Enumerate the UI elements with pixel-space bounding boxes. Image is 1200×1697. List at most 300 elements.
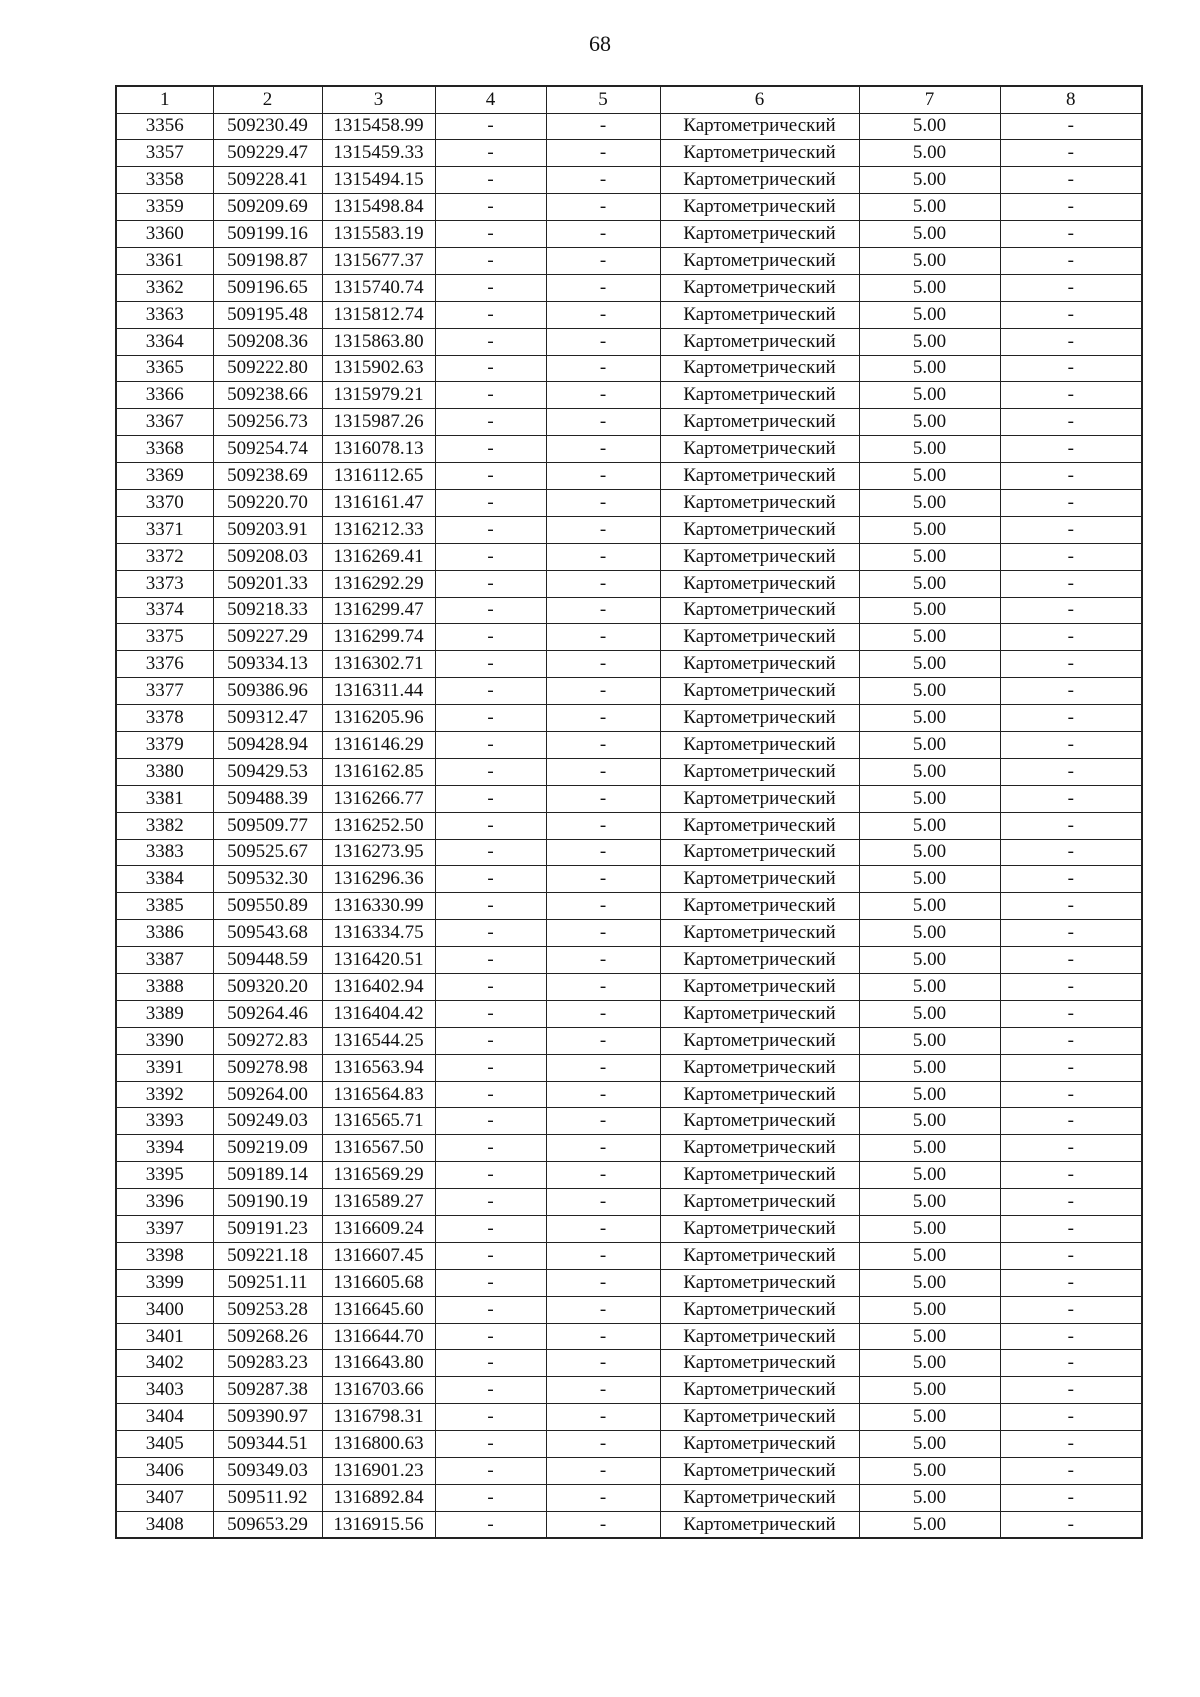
- y-coordinate-cell: 1316146.29: [322, 731, 435, 758]
- method-cell: Картометрический: [660, 1162, 859, 1189]
- accuracy-cell: 5.00: [859, 1296, 1000, 1323]
- accuracy-cell: 5.00: [859, 570, 1000, 597]
- accuracy-cell: 5.00: [859, 1511, 1000, 1538]
- y-coordinate-cell: 1315740.74: [322, 274, 435, 301]
- accuracy-cell: 5.00: [859, 1458, 1000, 1485]
- y-coordinate-cell: 1316589.27: [322, 1189, 435, 1216]
- col8-cell: -: [1000, 1108, 1142, 1135]
- col8-cell: -: [1000, 1054, 1142, 1081]
- point-number-cell: 3377: [116, 678, 213, 705]
- y-coordinate-cell: 1316563.94: [322, 1054, 435, 1081]
- col8-cell: -: [1000, 543, 1142, 570]
- point-number-cell: 3408: [116, 1511, 213, 1538]
- accuracy-cell: 5.00: [859, 221, 1000, 248]
- method-cell: Картометрический: [660, 328, 859, 355]
- col5-cell: -: [546, 1484, 660, 1511]
- col5-cell: -: [546, 947, 660, 974]
- x-coordinate-cell: 509256.73: [213, 409, 322, 436]
- accuracy-cell: 5.00: [859, 624, 1000, 651]
- accuracy-cell: 5.00: [859, 1000, 1000, 1027]
- table-row: [116, 1189, 1142, 1216]
- x-coordinate-cell: 509264.00: [213, 1081, 322, 1108]
- col8-cell: -: [1000, 355, 1142, 382]
- y-coordinate-cell: 1316901.23: [322, 1458, 435, 1485]
- col8-cell: -: [1000, 1189, 1142, 1216]
- col4-cell: -: [435, 382, 546, 409]
- method-cell: Картометрический: [660, 893, 859, 920]
- y-coordinate-cell: 1316703.66: [322, 1377, 435, 1404]
- col4-cell: -: [435, 866, 546, 893]
- col5-cell: -: [546, 1081, 660, 1108]
- table-row: [116, 247, 1142, 274]
- x-coordinate-cell: 509320.20: [213, 974, 322, 1001]
- x-coordinate-cell: 509287.38: [213, 1377, 322, 1404]
- accuracy-cell: 5.00: [859, 436, 1000, 463]
- col4-cell: -: [435, 705, 546, 732]
- y-coordinate-cell: 1316643.80: [322, 1350, 435, 1377]
- table-row: [116, 463, 1142, 490]
- col5-cell: -: [546, 409, 660, 436]
- method-cell: Картометрический: [660, 785, 859, 812]
- col5-cell: -: [546, 866, 660, 893]
- x-coordinate-cell: 509196.65: [213, 274, 322, 301]
- point-number-cell: 3406: [116, 1458, 213, 1485]
- x-coordinate-cell: 509238.69: [213, 463, 322, 490]
- table-row: [116, 920, 1142, 947]
- col8-cell: -: [1000, 140, 1142, 167]
- table-row: [116, 1404, 1142, 1431]
- column-header: 3: [322, 86, 435, 113]
- col8-cell: -: [1000, 1484, 1142, 1511]
- x-coordinate-cell: 509272.83: [213, 1027, 322, 1054]
- x-coordinate-cell: 509198.87: [213, 247, 322, 274]
- point-number-cell: 3407: [116, 1484, 213, 1511]
- col5-cell: -: [546, 1162, 660, 1189]
- x-coordinate-cell: 509229.47: [213, 140, 322, 167]
- method-cell: Картометрический: [660, 1269, 859, 1296]
- table-row: [116, 1081, 1142, 1108]
- accuracy-cell: 5.00: [859, 1377, 1000, 1404]
- col8-cell: -: [1000, 758, 1142, 785]
- point-number-cell: 3376: [116, 651, 213, 678]
- table-row: [116, 974, 1142, 1001]
- y-coordinate-cell: 1316311.44: [322, 678, 435, 705]
- col5-cell: -: [546, 812, 660, 839]
- x-coordinate-cell: 509228.41: [213, 167, 322, 194]
- table-row: [116, 221, 1142, 248]
- accuracy-cell: 5.00: [859, 167, 1000, 194]
- accuracy-cell: 5.00: [859, 1323, 1000, 1350]
- col4-cell: -: [435, 543, 546, 570]
- col5-cell: -: [546, 1404, 660, 1431]
- table-row: [116, 651, 1142, 678]
- point-number-cell: 3387: [116, 947, 213, 974]
- table-row: [116, 382, 1142, 409]
- col5-cell: -: [546, 301, 660, 328]
- table-header-row: [116, 86, 1142, 113]
- x-coordinate-cell: 509278.98: [213, 1054, 322, 1081]
- col8-cell: -: [1000, 489, 1142, 516]
- table-row: [116, 705, 1142, 732]
- method-cell: Картометрический: [660, 920, 859, 947]
- accuracy-cell: 5.00: [859, 301, 1000, 328]
- col4-cell: -: [435, 758, 546, 785]
- accuracy-cell: 5.00: [859, 140, 1000, 167]
- table-row: [116, 1162, 1142, 1189]
- col8-cell: -: [1000, 1000, 1142, 1027]
- method-cell: Картометрический: [660, 1108, 859, 1135]
- method-cell: Картометрический: [660, 1216, 859, 1243]
- col5-cell: -: [546, 705, 660, 732]
- accuracy-cell: 5.00: [859, 1404, 1000, 1431]
- table-row: [116, 758, 1142, 785]
- table-row: [116, 194, 1142, 221]
- x-coordinate-cell: 509201.33: [213, 570, 322, 597]
- accuracy-cell: 5.00: [859, 516, 1000, 543]
- col8-cell: -: [1000, 436, 1142, 463]
- y-coordinate-cell: 1316404.42: [322, 1000, 435, 1027]
- y-coordinate-cell: 1316569.29: [322, 1162, 435, 1189]
- point-number-cell: 3388: [116, 974, 213, 1001]
- method-cell: Картометрический: [660, 570, 859, 597]
- accuracy-cell: 5.00: [859, 651, 1000, 678]
- accuracy-cell: 5.00: [859, 463, 1000, 490]
- point-number-cell: 3391: [116, 1054, 213, 1081]
- table-row: [116, 1296, 1142, 1323]
- col5-cell: -: [546, 221, 660, 248]
- col8-cell: -: [1000, 1081, 1142, 1108]
- col4-cell: -: [435, 436, 546, 463]
- accuracy-cell: 5.00: [859, 1350, 1000, 1377]
- x-coordinate-cell: 509218.33: [213, 597, 322, 624]
- accuracy-cell: 5.00: [859, 247, 1000, 274]
- point-number-cell: 3372: [116, 543, 213, 570]
- x-coordinate-cell: 509264.46: [213, 1000, 322, 1027]
- method-cell: Картометрический: [660, 758, 859, 785]
- point-number-cell: 3360: [116, 221, 213, 248]
- table-row: [116, 785, 1142, 812]
- accuracy-cell: 5.00: [859, 113, 1000, 140]
- col5-cell: -: [546, 1377, 660, 1404]
- col5-cell: -: [546, 731, 660, 758]
- col8-cell: -: [1000, 274, 1142, 301]
- col8-cell: -: [1000, 1162, 1142, 1189]
- x-coordinate-cell: 509254.74: [213, 436, 322, 463]
- y-coordinate-cell: 1316162.85: [322, 758, 435, 785]
- y-coordinate-cell: 1315979.21: [322, 382, 435, 409]
- x-coordinate-cell: 509390.97: [213, 1404, 322, 1431]
- col8-cell: -: [1000, 678, 1142, 705]
- accuracy-cell: 5.00: [859, 355, 1000, 382]
- y-coordinate-cell: 1315987.26: [322, 409, 435, 436]
- table-row: [116, 301, 1142, 328]
- accuracy-cell: 5.00: [859, 1242, 1000, 1269]
- x-coordinate-cell: 509238.66: [213, 382, 322, 409]
- col5-cell: -: [546, 1216, 660, 1243]
- method-cell: Картометрический: [660, 1484, 859, 1511]
- col4-cell: -: [435, 974, 546, 1001]
- accuracy-cell: 5.00: [859, 1054, 1000, 1081]
- col4-cell: -: [435, 1162, 546, 1189]
- column-header: 1: [116, 86, 213, 113]
- col8-cell: -: [1000, 1511, 1142, 1538]
- table-row: [116, 1242, 1142, 1269]
- col5-cell: -: [546, 597, 660, 624]
- point-number-cell: 3382: [116, 812, 213, 839]
- x-coordinate-cell: 509334.13: [213, 651, 322, 678]
- y-coordinate-cell: 1316567.50: [322, 1135, 435, 1162]
- col4-cell: -: [435, 570, 546, 597]
- point-number-cell: 3375: [116, 624, 213, 651]
- x-coordinate-cell: 509509.77: [213, 812, 322, 839]
- x-coordinate-cell: 509230.49: [213, 113, 322, 140]
- method-cell: Картометрический: [660, 1189, 859, 1216]
- col5-cell: -: [546, 1189, 660, 1216]
- accuracy-cell: 5.00: [859, 758, 1000, 785]
- col8-cell: -: [1000, 1458, 1142, 1485]
- y-coordinate-cell: 1316565.71: [322, 1108, 435, 1135]
- accuracy-cell: 5.00: [859, 1081, 1000, 1108]
- table-row: [116, 570, 1142, 597]
- method-cell: Картометрический: [660, 355, 859, 382]
- col5-cell: -: [546, 1269, 660, 1296]
- y-coordinate-cell: 1316269.41: [322, 543, 435, 570]
- point-number-cell: 3379: [116, 731, 213, 758]
- method-cell: Картометрический: [660, 731, 859, 758]
- method-cell: Картометрический: [660, 489, 859, 516]
- point-number-cell: 3381: [116, 785, 213, 812]
- col8-cell: -: [1000, 221, 1142, 248]
- table-row: [116, 1054, 1142, 1081]
- method-cell: Картометрический: [660, 1350, 859, 1377]
- method-cell: Картометрический: [660, 597, 859, 624]
- accuracy-cell: 5.00: [859, 731, 1000, 758]
- x-coordinate-cell: 509208.03: [213, 543, 322, 570]
- y-coordinate-cell: 1316892.84: [322, 1484, 435, 1511]
- table-row: [116, 866, 1142, 893]
- x-coordinate-cell: 509191.23: [213, 1216, 322, 1243]
- point-number-cell: 3356: [116, 113, 213, 140]
- col4-cell: -: [435, 409, 546, 436]
- method-cell: Картометрический: [660, 866, 859, 893]
- col4-cell: -: [435, 893, 546, 920]
- method-cell: Картометрический: [660, 382, 859, 409]
- col5-cell: -: [546, 1242, 660, 1269]
- accuracy-cell: 5.00: [859, 839, 1000, 866]
- y-coordinate-cell: 1316161.47: [322, 489, 435, 516]
- col4-cell: -: [435, 597, 546, 624]
- point-number-cell: 3374: [116, 597, 213, 624]
- y-coordinate-cell: 1316607.45: [322, 1242, 435, 1269]
- col4-cell: -: [435, 1054, 546, 1081]
- col8-cell: -: [1000, 113, 1142, 140]
- point-number-cell: 3368: [116, 436, 213, 463]
- method-cell: Картометрический: [660, 812, 859, 839]
- method-cell: Картометрический: [660, 301, 859, 328]
- table-row: [116, 1135, 1142, 1162]
- column-header: 8: [1000, 86, 1142, 113]
- accuracy-cell: 5.00: [859, 705, 1000, 732]
- x-coordinate-cell: 509190.19: [213, 1189, 322, 1216]
- col5-cell: -: [546, 974, 660, 1001]
- y-coordinate-cell: 1316402.94: [322, 974, 435, 1001]
- table-row: [116, 731, 1142, 758]
- x-coordinate-cell: 509189.14: [213, 1162, 322, 1189]
- col4-cell: -: [435, 1484, 546, 1511]
- method-cell: Картометрический: [660, 651, 859, 678]
- point-number-cell: 3398: [116, 1242, 213, 1269]
- col5-cell: -: [546, 140, 660, 167]
- y-coordinate-cell: 1316915.56: [322, 1511, 435, 1538]
- accuracy-cell: 5.00: [859, 1269, 1000, 1296]
- col4-cell: -: [435, 463, 546, 490]
- table-row: [116, 1377, 1142, 1404]
- table-row: [116, 113, 1142, 140]
- point-number-cell: 3364: [116, 328, 213, 355]
- col5-cell: -: [546, 113, 660, 140]
- col5-cell: -: [546, 1511, 660, 1538]
- col5-cell: -: [546, 516, 660, 543]
- accuracy-cell: 5.00: [859, 328, 1000, 355]
- col5-cell: -: [546, 1431, 660, 1458]
- x-coordinate-cell: 509525.67: [213, 839, 322, 866]
- table-row: [116, 328, 1142, 355]
- point-number-cell: 3397: [116, 1216, 213, 1243]
- accuracy-cell: 5.00: [859, 382, 1000, 409]
- method-cell: Картометрический: [660, 1027, 859, 1054]
- col5-cell: -: [546, 1323, 660, 1350]
- method-cell: Картометрический: [660, 463, 859, 490]
- point-number-cell: 3405: [116, 1431, 213, 1458]
- point-number-cell: 3361: [116, 247, 213, 274]
- point-number-cell: 3399: [116, 1269, 213, 1296]
- x-coordinate-cell: 509219.09: [213, 1135, 322, 1162]
- column-header: 6: [660, 86, 859, 113]
- col8-cell: -: [1000, 463, 1142, 490]
- x-coordinate-cell: 509488.39: [213, 785, 322, 812]
- col8-cell: -: [1000, 651, 1142, 678]
- point-number-cell: 3371: [116, 516, 213, 543]
- col8-cell: -: [1000, 301, 1142, 328]
- method-cell: Картометрический: [660, 1242, 859, 1269]
- point-number-cell: 3367: [116, 409, 213, 436]
- method-cell: Картометрический: [660, 247, 859, 274]
- table-row: [116, 624, 1142, 651]
- col8-cell: -: [1000, 785, 1142, 812]
- col8-cell: -: [1000, 920, 1142, 947]
- col4-cell: -: [435, 1458, 546, 1485]
- accuracy-cell: 5.00: [859, 920, 1000, 947]
- col8-cell: -: [1000, 516, 1142, 543]
- col4-cell: -: [435, 1269, 546, 1296]
- y-coordinate-cell: 1316334.75: [322, 920, 435, 947]
- col8-cell: -: [1000, 839, 1142, 866]
- y-coordinate-cell: 1316299.74: [322, 624, 435, 651]
- x-coordinate-cell: 509222.80: [213, 355, 322, 382]
- y-coordinate-cell: 1315458.99: [322, 113, 435, 140]
- method-cell: Картометрический: [660, 274, 859, 301]
- table-row: [116, 1108, 1142, 1135]
- point-number-cell: 3403: [116, 1377, 213, 1404]
- col4-cell: -: [435, 167, 546, 194]
- accuracy-cell: 5.00: [859, 1135, 1000, 1162]
- method-cell: Картометрический: [660, 1404, 859, 1431]
- point-number-cell: 3383: [116, 839, 213, 866]
- col4-cell: -: [435, 1323, 546, 1350]
- x-coordinate-cell: 509349.03: [213, 1458, 322, 1485]
- y-coordinate-cell: 1316798.31: [322, 1404, 435, 1431]
- col8-cell: -: [1000, 570, 1142, 597]
- y-coordinate-cell: 1316252.50: [322, 812, 435, 839]
- x-coordinate-cell: 509312.47: [213, 705, 322, 732]
- method-cell: Картометрический: [660, 113, 859, 140]
- accuracy-cell: 5.00: [859, 194, 1000, 221]
- col5-cell: -: [546, 1135, 660, 1162]
- col4-cell: -: [435, 1377, 546, 1404]
- col5-cell: -: [546, 1027, 660, 1054]
- accuracy-cell: 5.00: [859, 1484, 1000, 1511]
- point-number-cell: 3362: [116, 274, 213, 301]
- x-coordinate-cell: 509227.29: [213, 624, 322, 651]
- point-number-cell: 3395: [116, 1162, 213, 1189]
- point-number-cell: 3378: [116, 705, 213, 732]
- col8-cell: -: [1000, 409, 1142, 436]
- point-number-cell: 3363: [116, 301, 213, 328]
- col5-cell: -: [546, 1054, 660, 1081]
- method-cell: Картометрический: [660, 705, 859, 732]
- col4-cell: -: [435, 221, 546, 248]
- col8-cell: -: [1000, 1216, 1142, 1243]
- col8-cell: -: [1000, 812, 1142, 839]
- point-number-cell: 3386: [116, 920, 213, 947]
- accuracy-cell: 5.00: [859, 1162, 1000, 1189]
- col8-cell: -: [1000, 1135, 1142, 1162]
- col8-cell: -: [1000, 947, 1142, 974]
- y-coordinate-cell: 1316544.25: [322, 1027, 435, 1054]
- col8-cell: -: [1000, 1296, 1142, 1323]
- accuracy-cell: 5.00: [859, 274, 1000, 301]
- col4-cell: -: [435, 516, 546, 543]
- table-row: [116, 1216, 1142, 1243]
- accuracy-cell: 5.00: [859, 1216, 1000, 1243]
- x-coordinate-cell: 509653.29: [213, 1511, 322, 1538]
- table-row: [116, 167, 1142, 194]
- x-coordinate-cell: 509448.59: [213, 947, 322, 974]
- y-coordinate-cell: 1316645.60: [322, 1296, 435, 1323]
- col5-cell: -: [546, 624, 660, 651]
- col4-cell: -: [435, 194, 546, 221]
- point-number-cell: 3370: [116, 489, 213, 516]
- method-cell: Картометрический: [660, 1135, 859, 1162]
- method-cell: Картометрический: [660, 839, 859, 866]
- y-coordinate-cell: 1316299.47: [322, 597, 435, 624]
- method-cell: Картометрический: [660, 436, 859, 463]
- x-coordinate-cell: 509209.69: [213, 194, 322, 221]
- table-row: [116, 839, 1142, 866]
- col4-cell: -: [435, 624, 546, 651]
- y-coordinate-cell: 1316605.68: [322, 1269, 435, 1296]
- method-cell: Картометрический: [660, 1054, 859, 1081]
- point-number-cell: 3359: [116, 194, 213, 221]
- table-row: [116, 1027, 1142, 1054]
- col5-cell: -: [546, 785, 660, 812]
- col4-cell: -: [435, 1216, 546, 1243]
- method-cell: Картометрический: [660, 1431, 859, 1458]
- accuracy-cell: 5.00: [859, 812, 1000, 839]
- y-coordinate-cell: 1315863.80: [322, 328, 435, 355]
- y-coordinate-cell: 1316302.71: [322, 651, 435, 678]
- col8-cell: -: [1000, 731, 1142, 758]
